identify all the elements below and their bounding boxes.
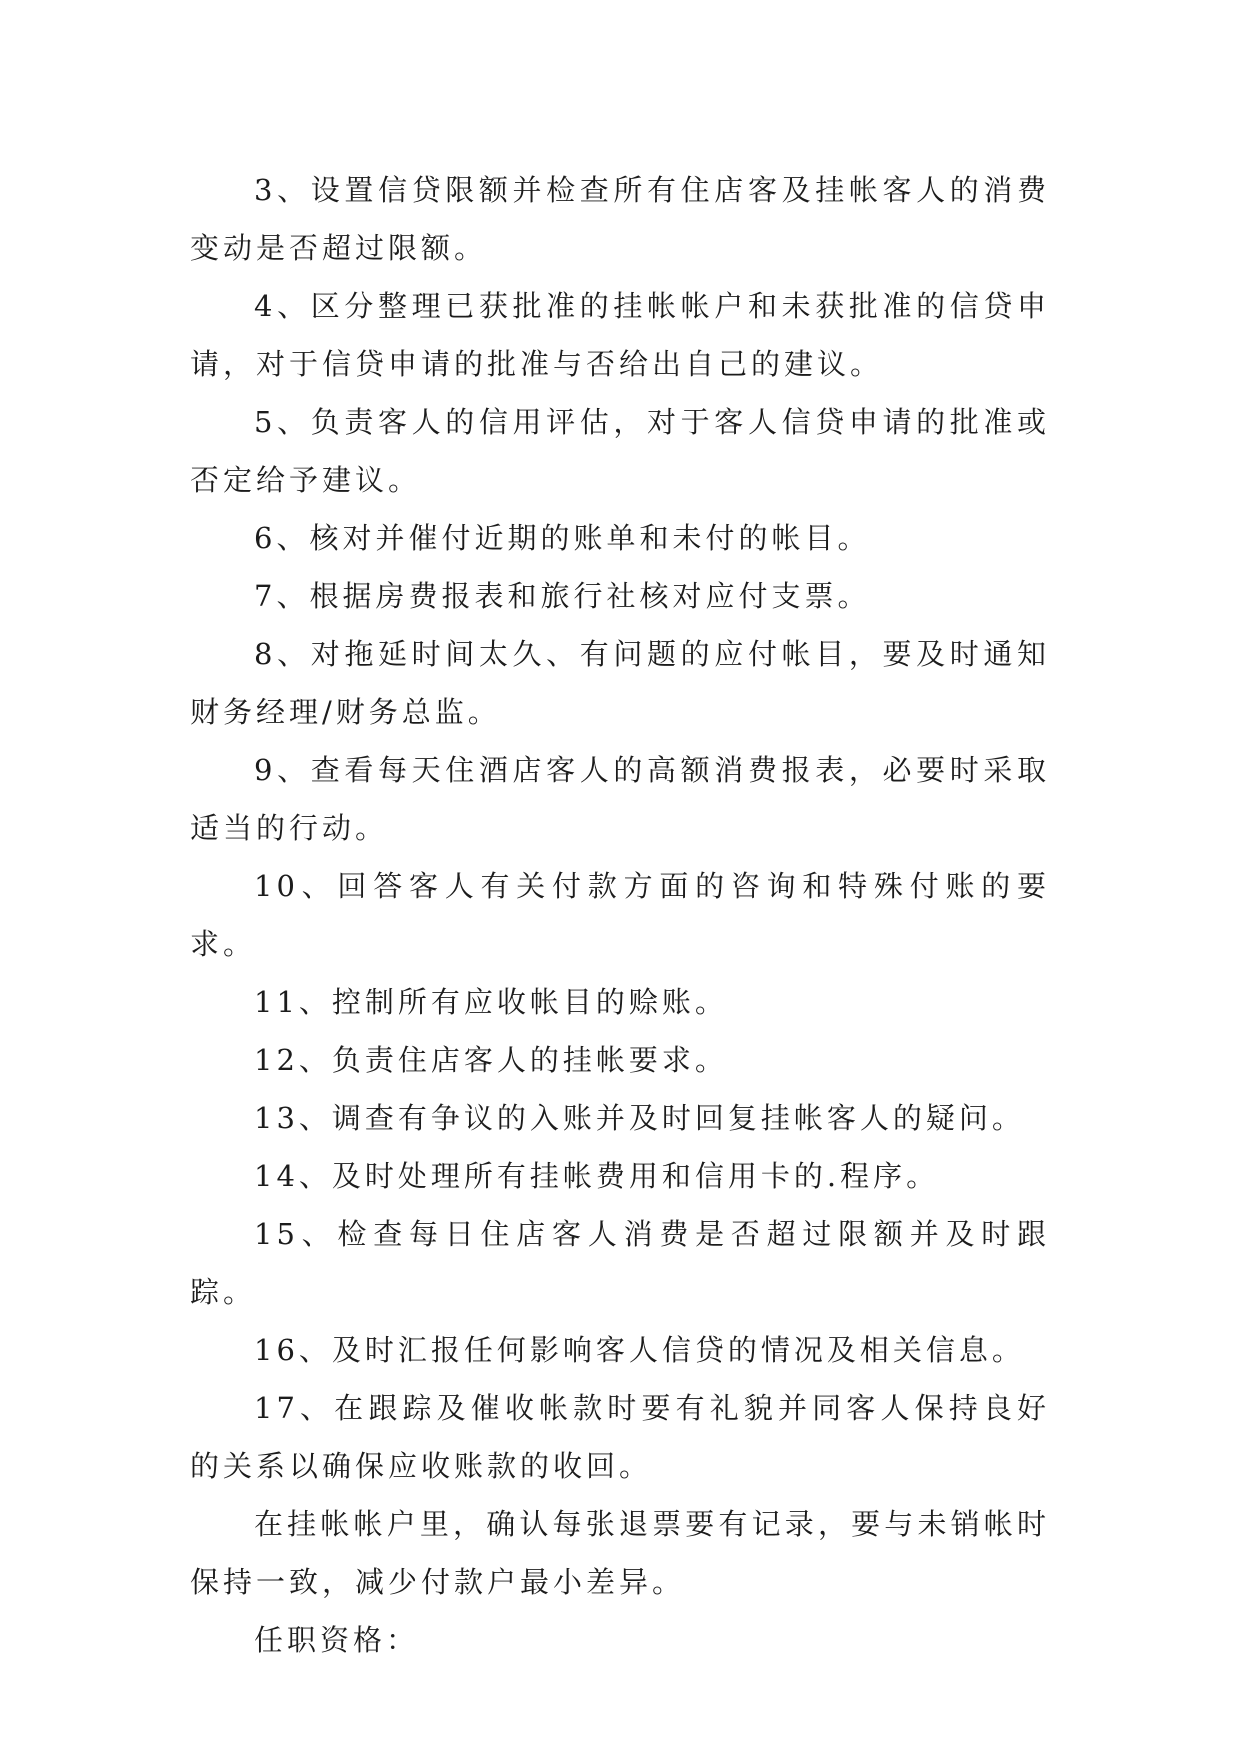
paragraph-payment-inquiries: 10、回答客人有关付款方面的咨询和特殊付账的要求。 [190,869,1050,961]
paragraph-courteous-collection: 17、在跟踪及催收帐款时要有礼貌并同客人保持良好的关系以确保应收账款的收回。 [190,1391,1050,1483]
paragraph-high-spending-report: 9、查看每天住酒店客人的高额消费报表，必要时采取适当的行动。 [190,753,1050,845]
paragraph-credit-limit: 3、设置信贷限额并检查所有住店客及挂帐客人的消费变动是否超过限额。 [190,173,1050,265]
section-heading-qualifications: 任职资格： [254,1623,420,1657]
paragraph-guest-charge-requests: 12、负责住店客人的挂帐要求。 [254,1043,728,1077]
paragraph-refund-records: 在挂帐帐户里，确认每张退票要有记录，要与未销帐时保持一致，减少付款户最小差异。 [190,1507,1050,1599]
paragraph-report-credit-issues: 16、及时汇报任何影响客人信贷的情况及相关信息。 [254,1333,1025,1367]
document-body [190,161,1050,1669]
paragraph-disputed-entries: 13、调查有争议的入账并及时回复挂帐客人的疑问。 [254,1101,1025,1135]
paragraph-card-procedures: 14、及时处理所有挂帐费用和信用卡的.程序。 [254,1159,940,1193]
paragraph-approved-accounts: 4、区分整理已获批准的挂帐帐户和未获批准的信贷申请，对于信贷申请的批准与否给出自己的建议。 [190,289,1050,381]
paragraph-daily-limit-check: 15、检查每日住店客人消费是否超过限额并及时跟踪。 [190,1217,1050,1309]
paragraph-credit-control: 11、控制所有应收帐目的赊账。 [254,985,728,1019]
paragraph-credit-evaluation: 5、负责客人的信用评估，对于客人信贷申请的批准或否定给予建议。 [190,405,1050,497]
paragraph-room-rate-report: 7、根据房费报表和旅行社核对应付支票。 [254,579,871,613]
paragraph-overdue-accounts: 8、对拖延时间太久、有问题的应付帐目，要及时通知财务经理/财务总监。 [190,637,1050,729]
paragraph-check-bills: 6、核对并催付近期的账单和未付的帐目。 [254,521,871,555]
